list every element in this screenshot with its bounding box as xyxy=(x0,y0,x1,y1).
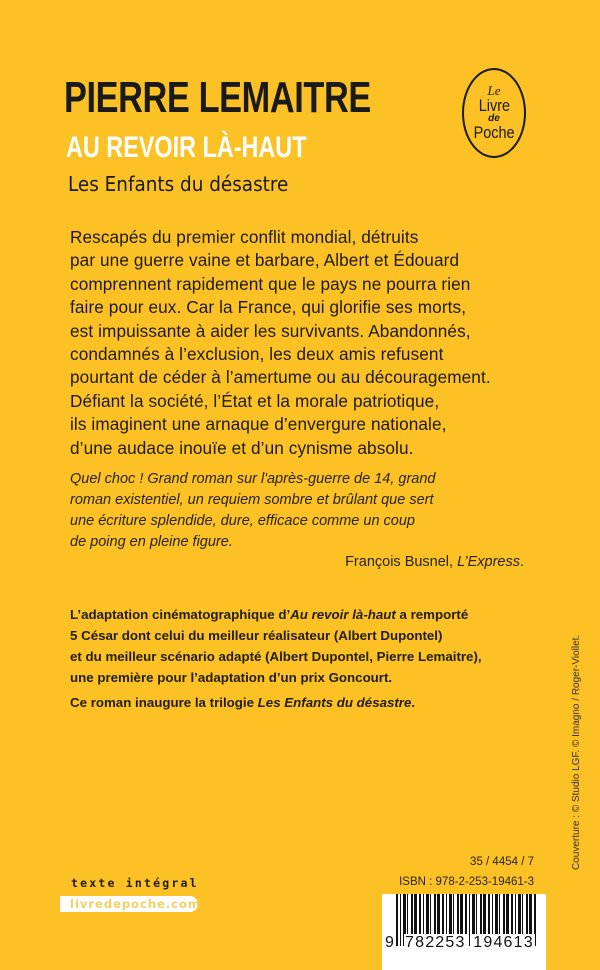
logo-le: Le xyxy=(487,82,501,98)
blurb-line: est impuissante à aider les survivants. Abandonnés, xyxy=(70,320,471,341)
blurb-line: Rescapés du premier conflit mondial, détruits xyxy=(70,227,419,247)
trilogy-title: Les Enfants du désastre xyxy=(257,695,412,710)
blurb xyxy=(70,226,540,460)
barcode-first-digit: 9 xyxy=(384,934,396,951)
quote-line: de poing en pleine figure. xyxy=(70,534,233,550)
quote-line: Quel choc ! Grand roman sur l'après-guerre de 14, grand xyxy=(70,471,436,487)
film-adaptation-note xyxy=(70,604,550,688)
adaptation-line: et du meilleur scénario adapté (Albert Dupontel, Pierre Lemaitre), xyxy=(70,649,482,664)
quote-line: une écriture splendide, dure, efficace comme un coup xyxy=(70,513,415,529)
blurb-line: comprennent rapidement que le pays ne pourra rien xyxy=(70,273,471,294)
series-name: Les Enfants du désastre xyxy=(68,172,289,196)
adaptation-line: 5 César dont celui du meilleur réalisateur (Albert Dupontel) xyxy=(70,628,443,643)
barcode-group-2: 194613 xyxy=(473,934,534,951)
blurb-line: faire pour eux. Car la France, qui glorifie ses morts, xyxy=(70,297,467,318)
blurb-line: ils imaginent une arnaque d’envergure nationale, xyxy=(70,414,447,435)
barcode xyxy=(382,894,546,970)
barcode-digits xyxy=(382,934,535,952)
blurb-line: condamnés à l’exclusion, les deux amis refusent xyxy=(70,344,444,365)
isbn: ISBN : 978-2-253-19461-3 xyxy=(399,876,534,888)
blurb-line: par une guerre vaine et barbare, Albert et Édouard xyxy=(70,250,460,271)
trilogy-end: . xyxy=(411,695,416,710)
website-link[interactable]: livredepoche.com xyxy=(70,897,201,911)
blurb-line: Défiant la société, l’État et la morale patriotique, xyxy=(70,390,440,411)
attribution-source: L’Express xyxy=(457,554,520,570)
website-pill[interactable] xyxy=(60,896,201,912)
author-name: PIERRE LEMAITRE xyxy=(64,73,371,122)
quote-line: roman existentiel, un requiem sombre et brûlant que sert xyxy=(70,492,434,508)
adaptation-post: a remporté xyxy=(395,607,469,622)
catalog-code: 35 / 4454 / 7 xyxy=(470,856,534,868)
texte-integral-label: texte intégral xyxy=(71,876,199,890)
adaptation-line xyxy=(70,604,550,625)
attribution-end: . xyxy=(519,554,524,570)
adaptation-line: une première pour l’adaptation d’un prix Goncourt. xyxy=(70,670,393,685)
blurb-line: pourtant de céder à l’amertume ou au découragement. xyxy=(70,367,491,388)
logo-de: de xyxy=(488,112,500,124)
trilogy-pre: Ce roman inaugure la trilogie xyxy=(70,695,258,710)
press-quote xyxy=(70,469,540,553)
logo-livre: Livre xyxy=(478,95,510,115)
logo-poche: Poche xyxy=(473,122,515,142)
trilogy-note xyxy=(70,695,415,710)
photo-credit: Couverture : © Studio LGF. © Imagno / Roger-Viollet. xyxy=(571,634,582,870)
book-title: AU REVOIR LÀ-HAUT xyxy=(66,131,307,164)
blurb-line: d’une audace inouïe et d’un cynisme absolu. xyxy=(70,437,414,458)
adaptation-title: Au revoir là-haut xyxy=(290,607,396,622)
quote-attribution xyxy=(345,554,524,570)
le-livre-de-poche-logo-icon xyxy=(462,68,526,158)
adaptation-pre: L’adaptation cinématographique d’ xyxy=(70,607,291,622)
barcode-group-1: 782253 xyxy=(405,934,466,951)
attribution-name: François Busnel, xyxy=(345,554,458,570)
